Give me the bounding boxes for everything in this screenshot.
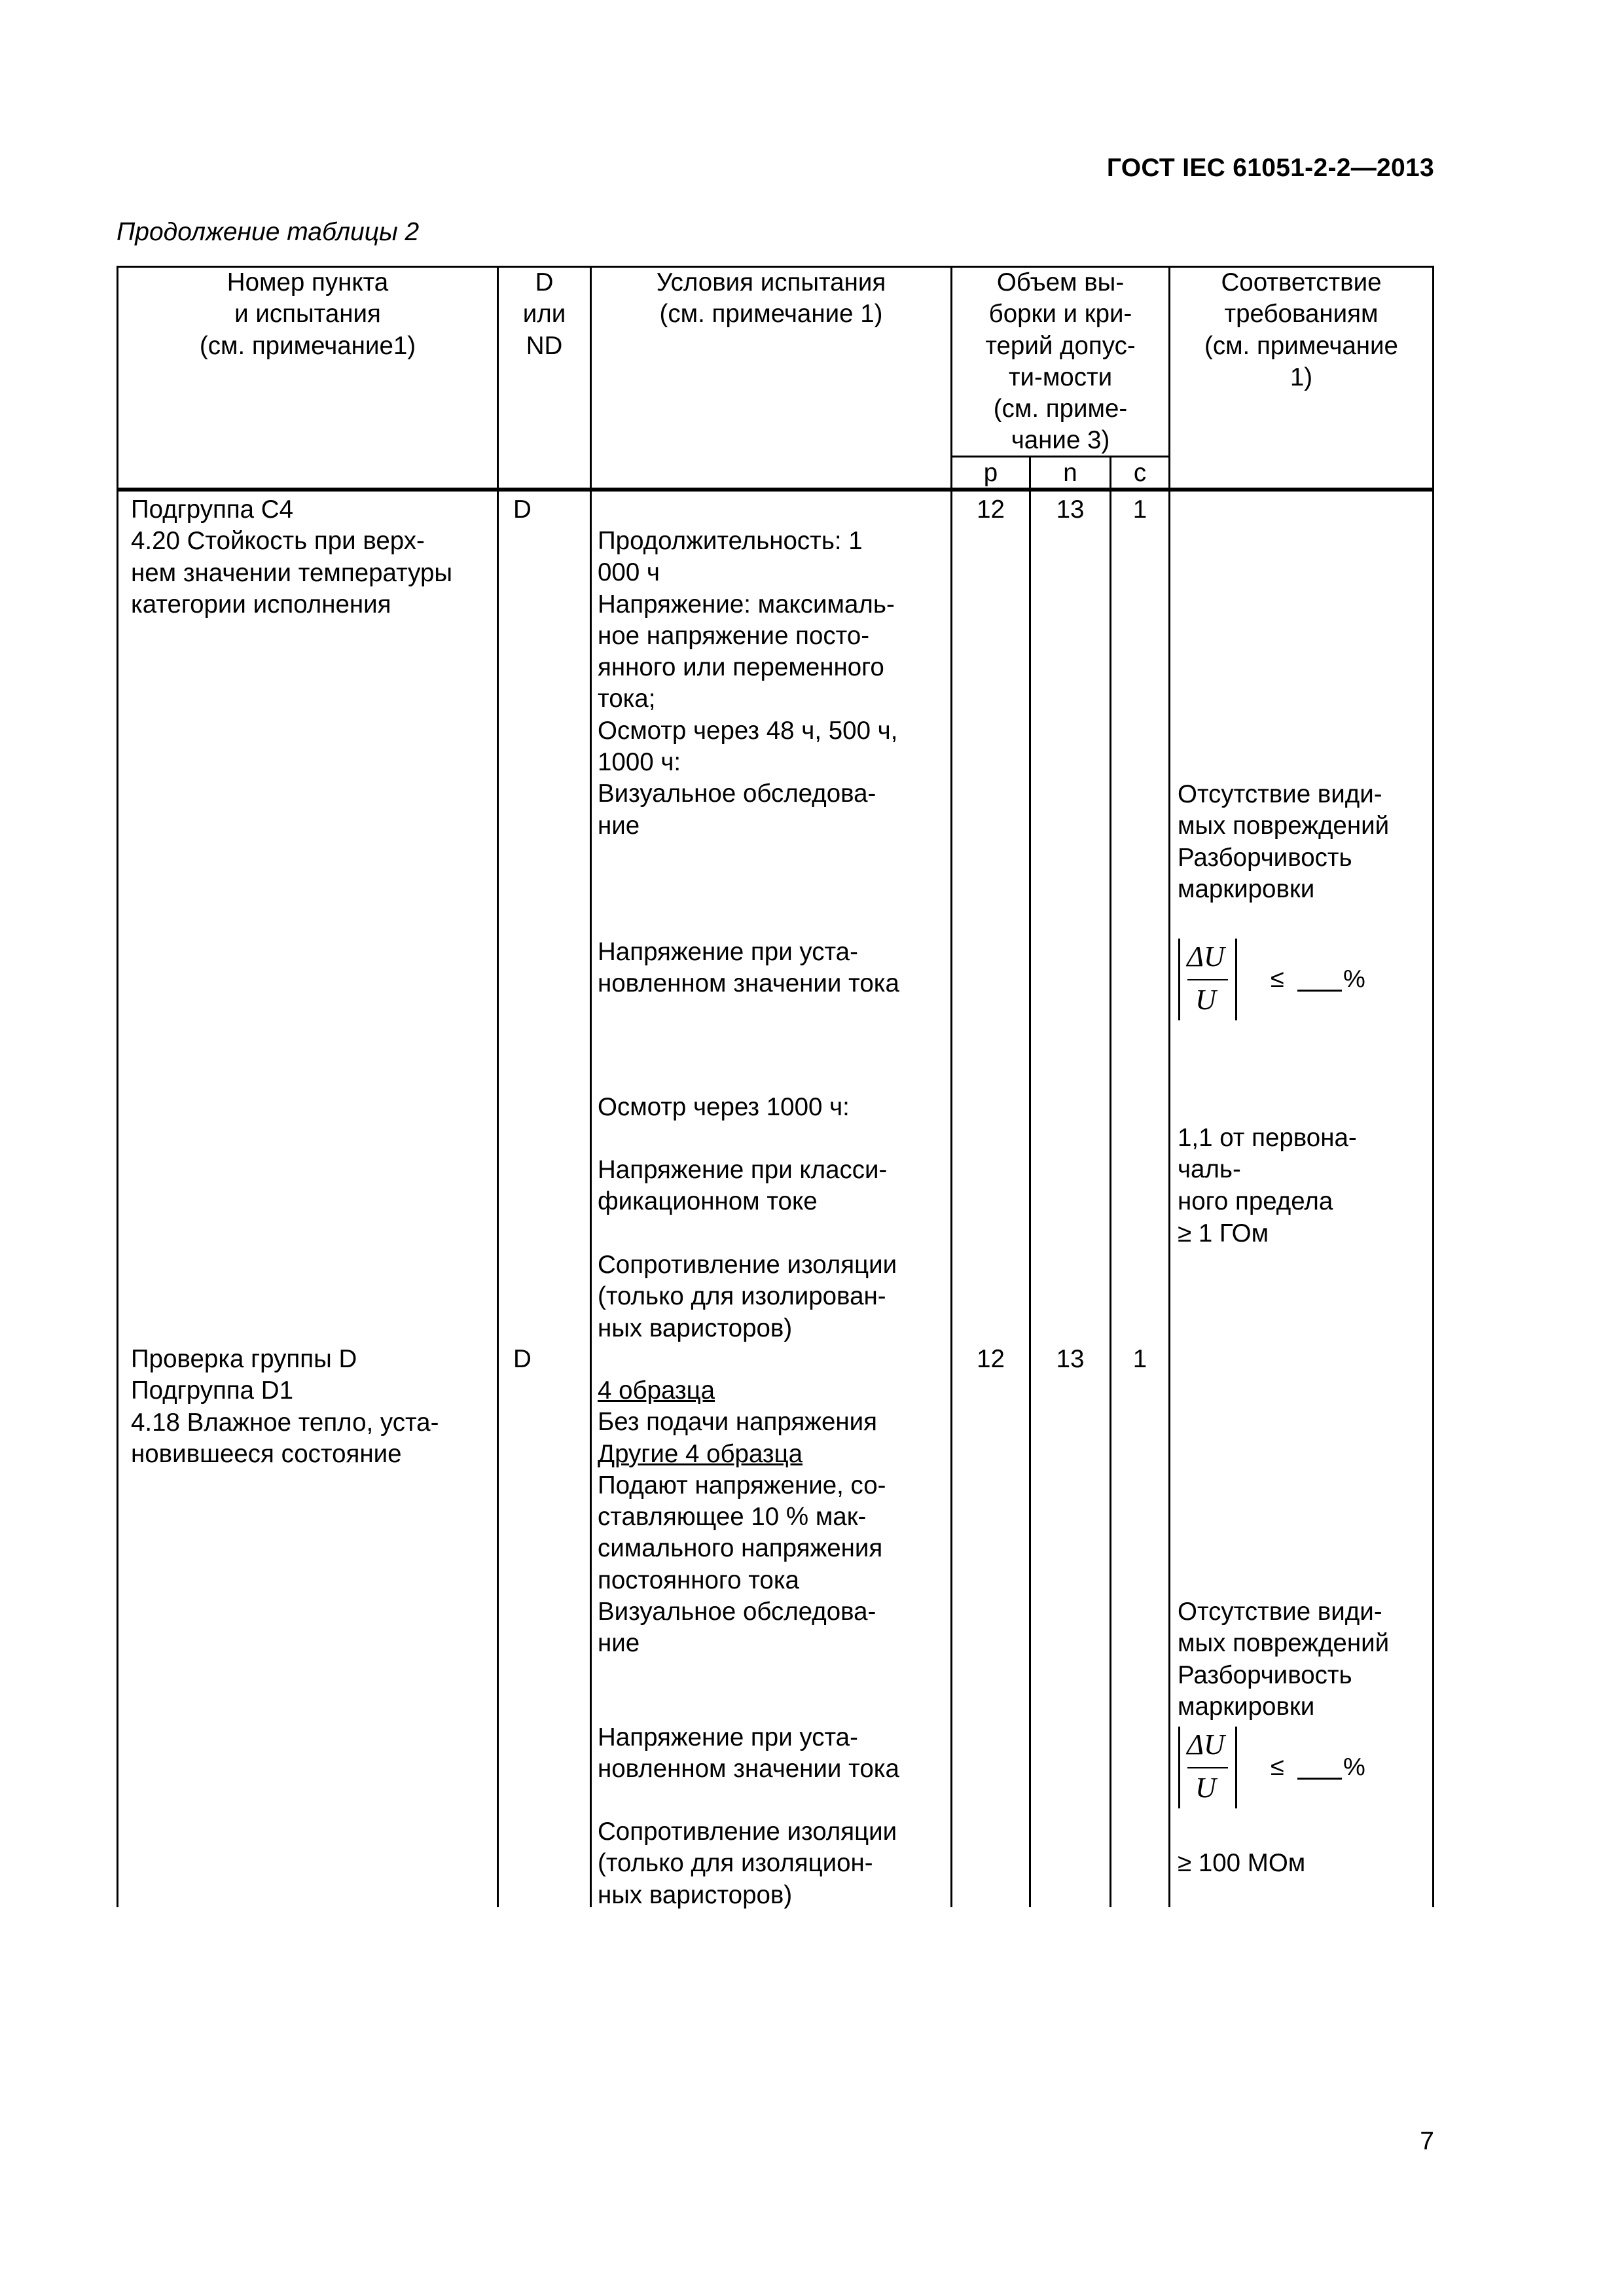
abs-bar-right [1235, 939, 1237, 1020]
header-test-conditions: Условия испытания (см. примечание 1) [656, 268, 886, 329]
formula-denominator: U [1195, 984, 1216, 1016]
table-left-border [117, 266, 118, 1907]
header-c: c [1133, 459, 1147, 487]
col-divider-n-c [1110, 456, 1111, 1907]
c4-conditions-voltage-at-current: Напряжение при уста- новленном значении тока [598, 938, 899, 998]
c4-n-value: 13 [1056, 495, 1085, 524]
header-p: p [983, 459, 998, 487]
d1-n-value: 13 [1056, 1345, 1085, 1373]
page-number: 7 [1420, 2127, 1434, 2155]
c4-voltage-change-formula [1178, 939, 1414, 1024]
fraction-bar [1187, 979, 1228, 980]
d1-conditions-voltage-at-current: Напряжение при уста- новленном значении тока [598, 1723, 899, 1784]
table-right-border [1432, 266, 1434, 1907]
col-divider-1 [497, 266, 499, 1907]
col-divider-2 [590, 266, 592, 1907]
less-or-equal-sign: ≤ [1271, 1753, 1284, 1781]
percent-blank [1297, 1778, 1342, 1780]
percent-blank [1297, 990, 1342, 992]
c4-req-no-damage: Отсутствие види- мых повреждений Разборчивость маркировки [1178, 780, 1390, 903]
abs-bar-right [1235, 1727, 1237, 1808]
c4-conditions-insulation-resistance: Сопротивление изоляции (только для изолирован- ных варисторов) [598, 1251, 897, 1342]
d1-samples-4-label: 4 образца [598, 1376, 715, 1405]
c4-conditions-classification-voltage: Напряжение при класси- фикационном токе [598, 1156, 888, 1216]
header-bottom-border [117, 488, 1434, 492]
col-divider-p-n [1029, 456, 1031, 1907]
c4-c-value: 1 [1132, 495, 1147, 524]
formula-numerator: ΔU [1187, 1729, 1225, 1761]
header-n: n [1063, 459, 1077, 487]
percent-unit: % [1343, 1753, 1365, 1781]
d1-other-samples-label: Другие 4 образца [598, 1439, 803, 1468]
header-item-number: Номер пункта и испытания (см. примечание1) [199, 268, 416, 360]
formula-denominator: U [1195, 1772, 1216, 1804]
d1-p-value: 12 [977, 1345, 1005, 1373]
c4-req-initial-limit: 1,1 от первона- чаль- ного предела [1178, 1124, 1357, 1215]
formula-numerator: ΔU [1187, 941, 1225, 973]
c4-p-value: 12 [977, 495, 1005, 524]
d1-conditions-insulation-resistance: Сопротивление изоляции (только для изоляцион- ных варисторов) [598, 1818, 897, 1909]
header-d-nd: D или ND [522, 268, 566, 360]
percent-unit: % [1343, 965, 1365, 993]
c4-conditions-inspection-1000h: Осмотр через 1000 ч: [598, 1093, 850, 1121]
less-or-equal-sign: ≤ [1271, 965, 1284, 993]
c4-d-flag: D [513, 495, 532, 524]
test-table [117, 266, 1434, 1907]
fraction-bar [1187, 1767, 1228, 1768]
d1-group-label: Проверка группы D Подгруппа D1 4.18 Влажное тепло, уста- новившееся состояние [131, 1345, 439, 1468]
c4-group-label: Подгруппа С4 4.20 Стойкость при верх- нем значении температуры категории исполнения [131, 495, 453, 619]
table-caption: Продолжение таблицы 2 [117, 218, 420, 246]
d1-req-insulation: ≥ 100 МОм [1178, 1849, 1306, 1877]
d1-d-flag: D [513, 1345, 532, 1373]
standard-code: ГОСТ IEC 61051-2-2—2013 [1106, 154, 1434, 182]
header-compliance: Соответствие требованиям (см. примечание 1) [1204, 268, 1398, 391]
c4-req-insulation: ≥ 1 ГОм [1178, 1219, 1269, 1247]
d1-voltage-change-formula [1178, 1727, 1414, 1812]
header-sample-size: Объем вы- борки и кри- терий допус- ти-мости (см. приме- чание 3) [985, 268, 1136, 455]
d1-conditions-samples: 4 образца Без подачи напряжения Другие 4 образца Подают напряжение, со- ставляющее 10 % мак- симального напряжения постоянного тока Визуальное обследова- ние [598, 1375, 945, 1660]
d1-req-no-damage: Отсутствие види- мых повреждений Разборчивость маркировки [1178, 1598, 1390, 1721]
d1-c-value: 1 [1132, 1345, 1147, 1373]
c4-conditions-duration: Продолжительность: 1 000 ч Напряжение: максималь- ное напряжение посто- янного или переменного тока; Осмотр через 48 ч, 500 ч, 1000 ч: Визуальное обследова- ние [598, 527, 898, 840]
col-divider-4 [1168, 266, 1170, 1907]
